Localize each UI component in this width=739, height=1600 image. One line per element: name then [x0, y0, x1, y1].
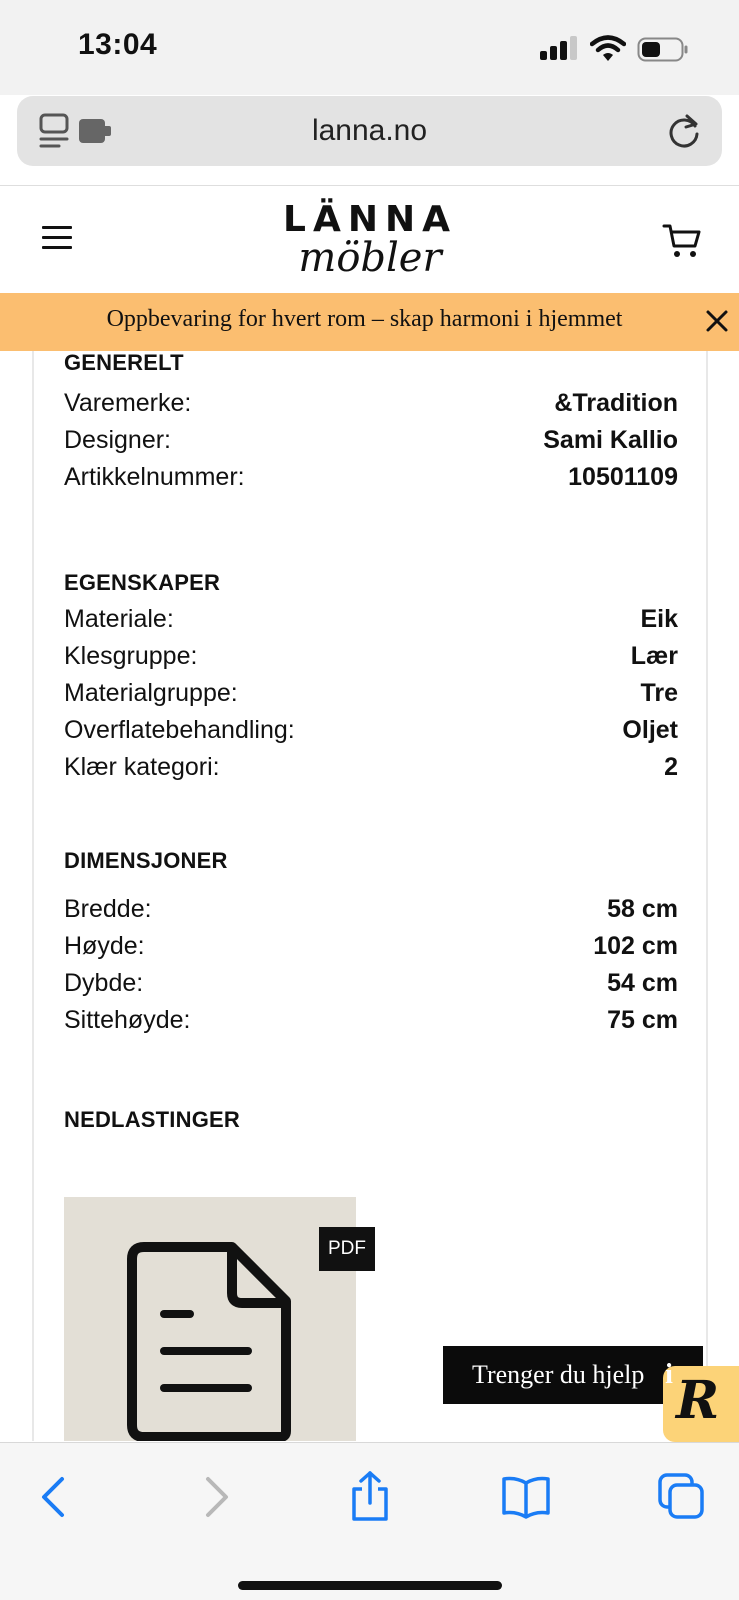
spec-row-dybde — [64, 969, 678, 1005]
spec-row-bredde — [64, 895, 678, 931]
site-header — [0, 185, 739, 293]
promo-text[interactable]: Oppbevaring for hvert rom – skap harmoni i hjemmet — [106, 306, 623, 332]
spec-label: Sittehøyde: — [64, 1006, 191, 1034]
logo-subtitle: möbler — [298, 235, 442, 281]
promo-banner — [0, 293, 739, 351]
spec-label: Materiale: — [64, 605, 174, 633]
section-title-dimensjoner: DIMENSJONER — [64, 848, 228, 873]
url-text[interactable]: lanna.no — [311, 114, 428, 147]
pdf-badge: PDF — [319, 1227, 375, 1271]
spec-label: Dybde: — [64, 969, 144, 997]
spec-value: Tre — [640, 679, 678, 707]
spec-value: 75 cm — [607, 1006, 678, 1034]
reload-icon[interactable] — [667, 112, 703, 150]
share-icon[interactable] — [344, 1471, 396, 1523]
cellular-signal-icon — [540, 36, 578, 60]
spec-value: 10501109 — [568, 463, 678, 491]
spec-row-designer — [64, 426, 678, 462]
spec-row-materiale — [64, 605, 678, 641]
spec-row-klesgruppe — [64, 642, 678, 678]
spec-row-klaer-kategori — [64, 753, 678, 789]
spec-value: &Tradition — [554, 389, 678, 417]
section-title-nedlastinger: NEDLASTINGER — [64, 1107, 240, 1132]
status-time: 13:04 — [78, 28, 158, 61]
section-title-generelt: GENERELT — [64, 350, 184, 375]
document-icon — [124, 1241, 294, 1441]
section-title-egenskaper: EGENSKAPER — [64, 570, 221, 595]
logo-wordmark: LÄNNA — [283, 199, 457, 240]
status-bar — [0, 0, 739, 95]
spec-row-varemerke — [64, 389, 678, 425]
spec-value: Sami Kallio — [543, 426, 678, 454]
forward-icon[interactable] — [188, 1471, 240, 1523]
spec-value: Lær — [630, 642, 678, 670]
spec-label: Materialgruppe: — [64, 679, 238, 707]
address-bar[interactable] — [17, 96, 722, 166]
wifi-icon — [590, 34, 626, 62]
spec-value: 102 cm — [593, 932, 678, 960]
spec-label: Designer: — [64, 426, 171, 454]
spec-value: 2 — [664, 753, 678, 781]
browser-toolbar — [0, 1442, 739, 1600]
spec-row-sittehoyde — [64, 1006, 678, 1042]
site-logo[interactable] — [250, 199, 490, 281]
battery-icon — [637, 37, 689, 62]
product-details — [32, 351, 708, 1441]
spec-label: Klesgruppe: — [64, 642, 198, 670]
spec-label: Høyde: — [64, 932, 145, 960]
spec-value: Eik — [640, 605, 678, 633]
spec-label: Varemerke: — [64, 389, 192, 417]
spec-value: 58 cm — [607, 895, 678, 923]
spec-label: Overflatebehandling: — [64, 716, 295, 744]
spec-row-artikkelnummer — [64, 463, 678, 499]
info-icon[interactable]: i — [665, 1359, 673, 1390]
spec-label: Artikkelnummer: — [64, 463, 245, 491]
pdf-download-card[interactable] — [64, 1197, 356, 1441]
help-button[interactable]: Trenger du hjelp — [443, 1346, 703, 1404]
back-icon[interactable] — [30, 1471, 82, 1523]
spec-value: 54 cm — [607, 969, 678, 997]
spec-row-hoyde — [64, 932, 678, 968]
spec-label: Klær kategori: — [64, 753, 220, 781]
tabs-icon[interactable] — [656, 1471, 708, 1523]
spec-label: Bredde: — [64, 895, 152, 923]
bookmarks-icon[interactable] — [500, 1471, 552, 1523]
spec-row-overflatebehandling — [64, 716, 678, 752]
spec-row-materialgruppe — [64, 679, 678, 715]
close-icon[interactable] — [702, 306, 732, 336]
hamburger-menu-icon[interactable] — [42, 226, 72, 250]
cart-icon[interactable] — [662, 220, 702, 260]
home-indicator — [238, 1581, 502, 1590]
spec-value: Oljet — [622, 716, 678, 744]
chat-widget-letter: R — [676, 1370, 720, 1431]
